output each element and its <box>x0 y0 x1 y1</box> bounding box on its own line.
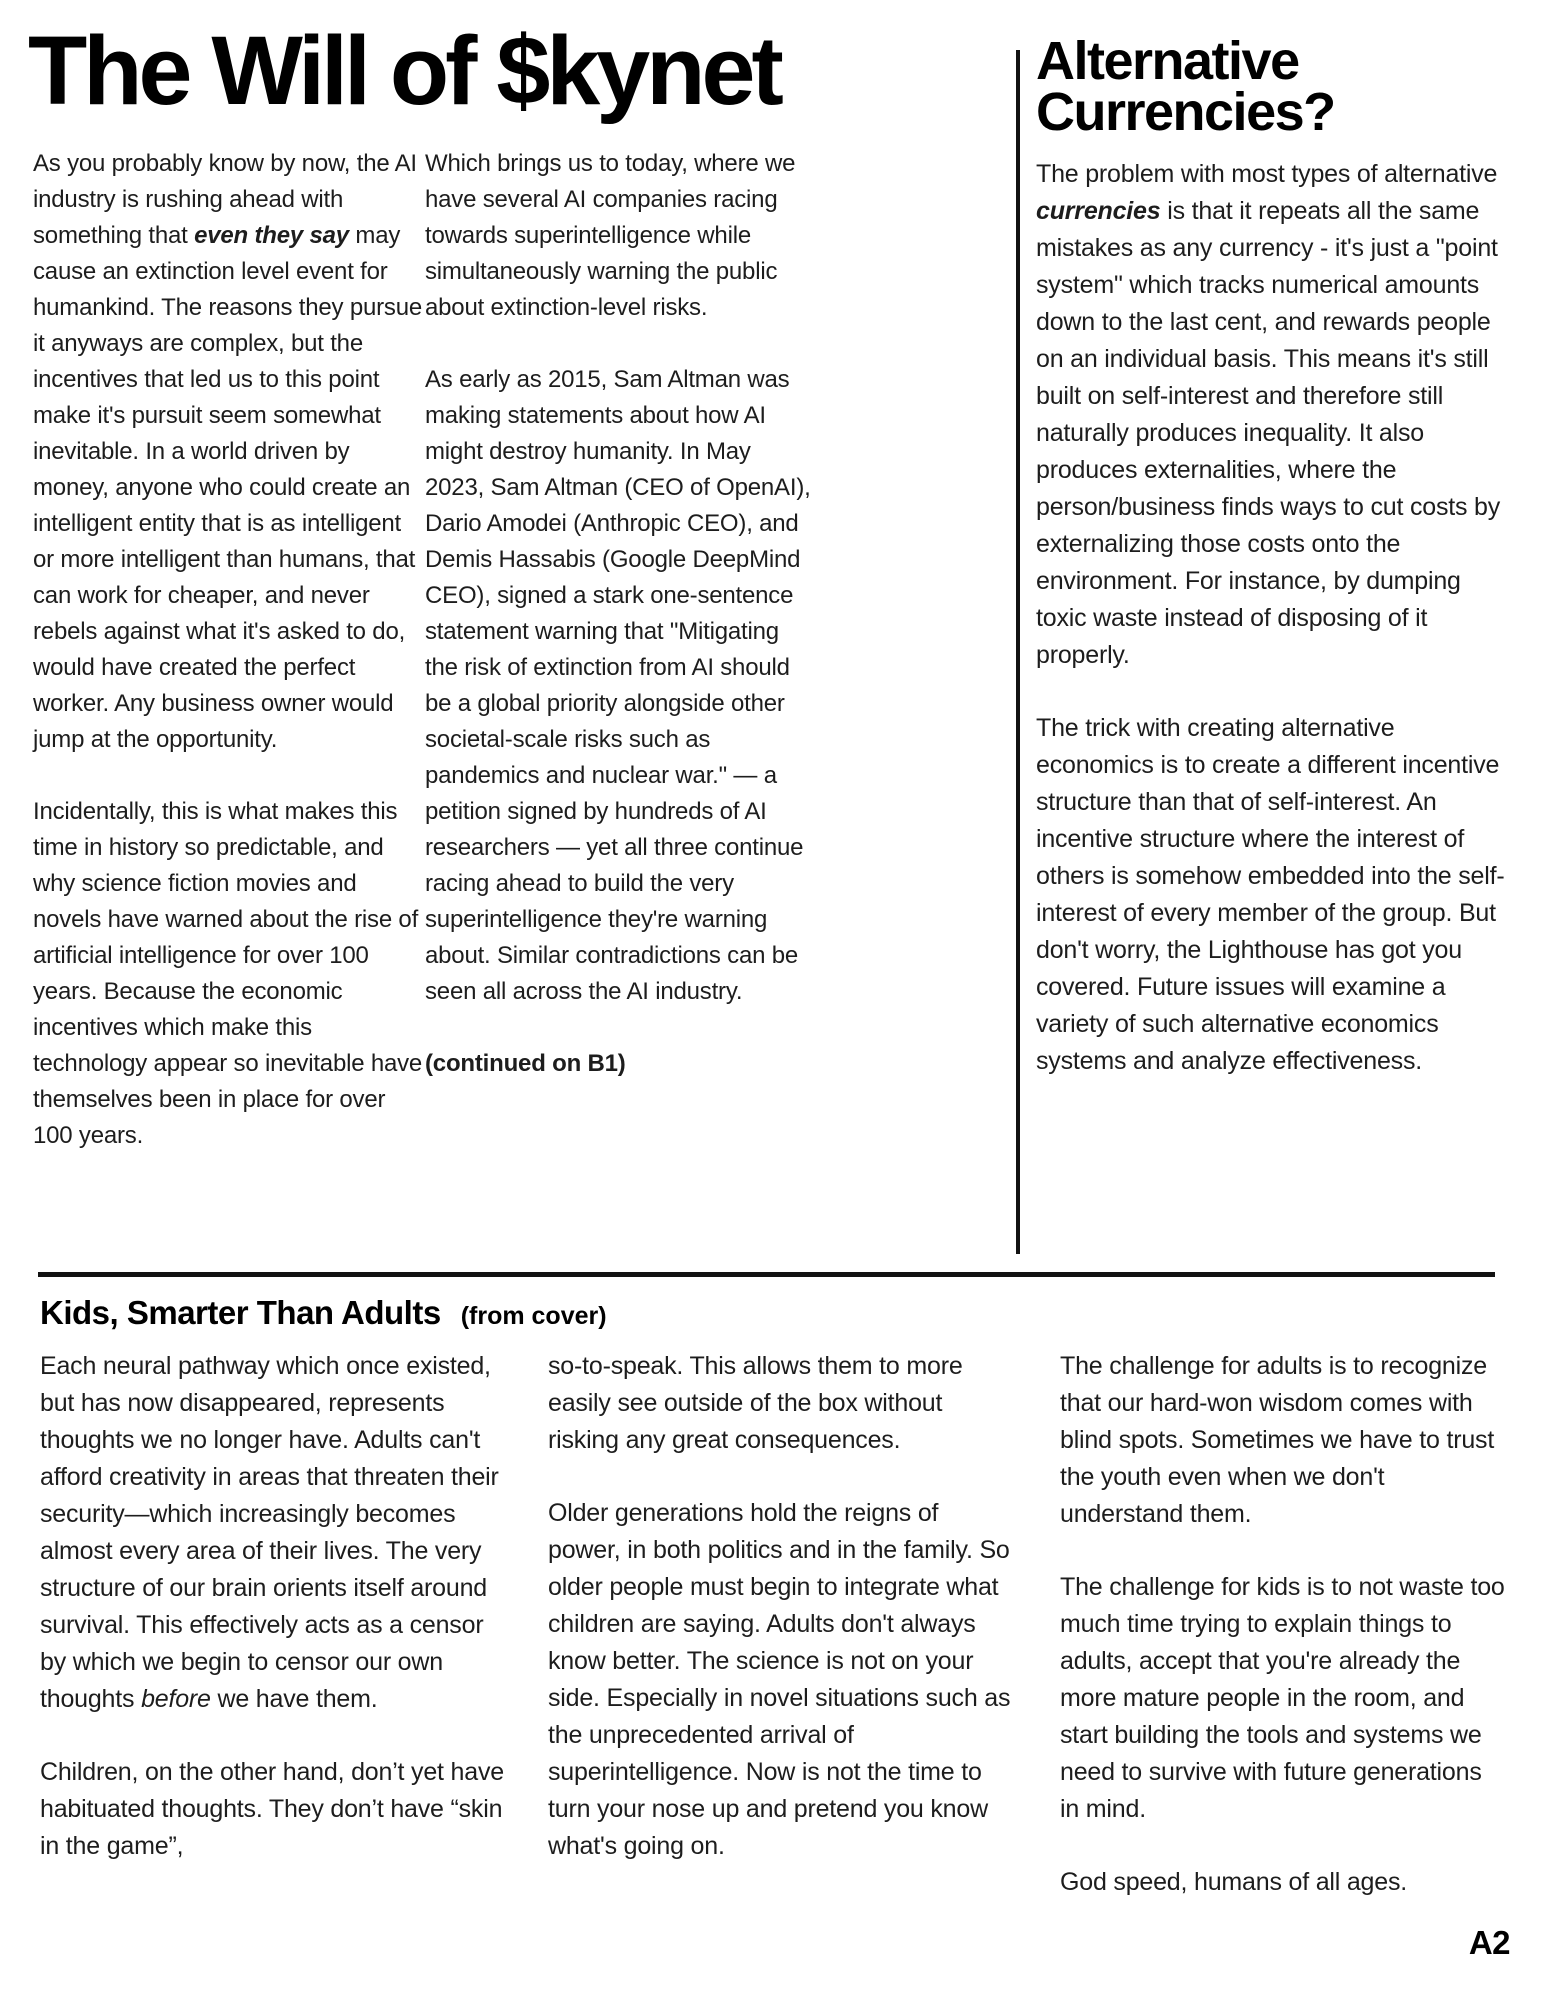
paragraph: Older generations hold the reigns of power, in both politics and in the family. So older people must begin to integrate what children are saying. Adults don't always know better. The science is not on your side. Especially in novel situations such as the unprecedented arrival of superintelligence. Now is not the time to turn your nose up and pretend you know what's going on. <box>548 1499 1011 1860</box>
kids-article-column-2 <box>548 1348 1016 1901</box>
paragraph: God speed, humans of all ages. <box>1060 1868 1408 1896</box>
paragraph: Each neural pathway which once existed, but has now disappeared, represents thoughts we no longer have. Adults can't afford creativity in areas that threaten their security—which increasingly becomes almost every area of their lives. The very structure of our brain orients itself around survival. This effectively acts as a censor by which we begin to censor our own thoughts before we have them. <box>40 1352 499 1713</box>
paragraph: The trick with creating alternative economics is to create a different incentive structure than that of self-interest. An incentive structure where the interest of others is somehow embedded into the self-interest of every member of the group. But don't worry, the Lighthouse has got you covered. Future issues will examine a variety of such alternative economics systems and analyze effectiveness. <box>1036 714 1505 1075</box>
paragraph: so-to-speak. This allows them to more easily see outside of the box without risking any great consequences. <box>548 1352 963 1454</box>
paragraph: Which brings us to today, where we have several AI companies racing towards superintelligence while simultaneously warning the public about extinction-level risks. <box>425 150 796 321</box>
alt-currencies-heading-line2: Currencies? <box>1036 82 1335 142</box>
paragraph: The challenge for kids is to not waste too much time trying to explain things to adults, accept that you're already the more mature people in the room, and start building the tools and systems we need to survive with future generations in mind. <box>1060 1573 1505 1823</box>
paragraph: Incidentally, this is what makes this time in history so predictable, and why science fiction movies and novels have warned about the rise of artificial intelligence for over 100 years. Because the economic incentives which make this technology appear so inevitable have themselves been in place for over 100 years. <box>33 798 423 1149</box>
kids-article-header <box>40 1294 607 1332</box>
kids-article-heading: Kids, Smarter Than Adults <box>40 1294 441 1331</box>
page-title: The Will of $kynet <box>28 16 780 125</box>
kids-article-column-1 <box>40 1348 512 1901</box>
continued-note: (continued on B1) <box>425 1050 626 1077</box>
section-divider <box>38 1272 1495 1277</box>
kids-article-column-3 <box>1060 1348 1506 1937</box>
skynet-article-column-2 <box>425 146 813 1118</box>
paragraph: As you probably know by now, the AI industry is rushing ahead with something that even they say may cause an extinction level event for humankind. The reasons they pursue it anyways are complex, but the incentives that led us to this point make it's pursuit seem somewhat inevitable. In a world driven by money, anyone who could create an intelligent entity that is as intelligent or more intelligent than humans, that can work for cheaper, and never rebels against what it's asked to do, would have created the perfect worker. Any business owner would jump at the opportunity. <box>33 150 423 753</box>
page-number: A2 <box>1468 1924 1510 1961</box>
skynet-article-column-1 <box>33 146 425 1190</box>
alt-currencies-article <box>1036 31 1514 1116</box>
paragraph: Children, on the other hand, don’t yet have habituated thoughts. They don’t have “skin in the game”, <box>40 1758 504 1860</box>
paragraph: The problem with most types of alternative currencies is that it repeats all the same mistakes as any currency - it's just a "point system" which tracks numerical amounts down to the last cent, and rewards people on an individual basis. This means it's still built on self-interest and therefore still naturally produces inequality. It also produces externalities, where the person/business finds ways to cut costs by externalizing those costs onto the environment. For instance, by dumping toxic waste instead of disposing of it properly. <box>1036 160 1501 669</box>
alt-currencies-heading-line1: Alternative <box>1036 31 1299 91</box>
kids-article-subheading: (from cover) <box>460 1302 607 1330</box>
alt-currencies-heading <box>1036 31 1514 142</box>
paragraph: As early as 2015, Sam Altman was making statements about how AI might destroy humanity. In May 2023, Sam Altman (CEO of OpenAI), Dario Amodei (Anthropic CEO), and Demis Hassabis (Google DeepMind CEO), signed a stark one-sentence statement warning that "Mitigating the risk of extinction from AI should be a global priority alongside other societal-scale risks such as pandemics and nuclear war." — a petition signed by hundreds of AI researchers — yet all three continue racing ahead to build the very superintelligence they're warning about. Similar contradictions can be seen all across the AI industry. <box>425 366 811 1005</box>
paragraph: The challenge for adults is to recognize that our hard-won wisdom comes with blind spots. Sometimes we have to trust the youth even when we don't understand them. <box>1060 1352 1495 1528</box>
vertical-divider <box>1016 50 1020 1254</box>
